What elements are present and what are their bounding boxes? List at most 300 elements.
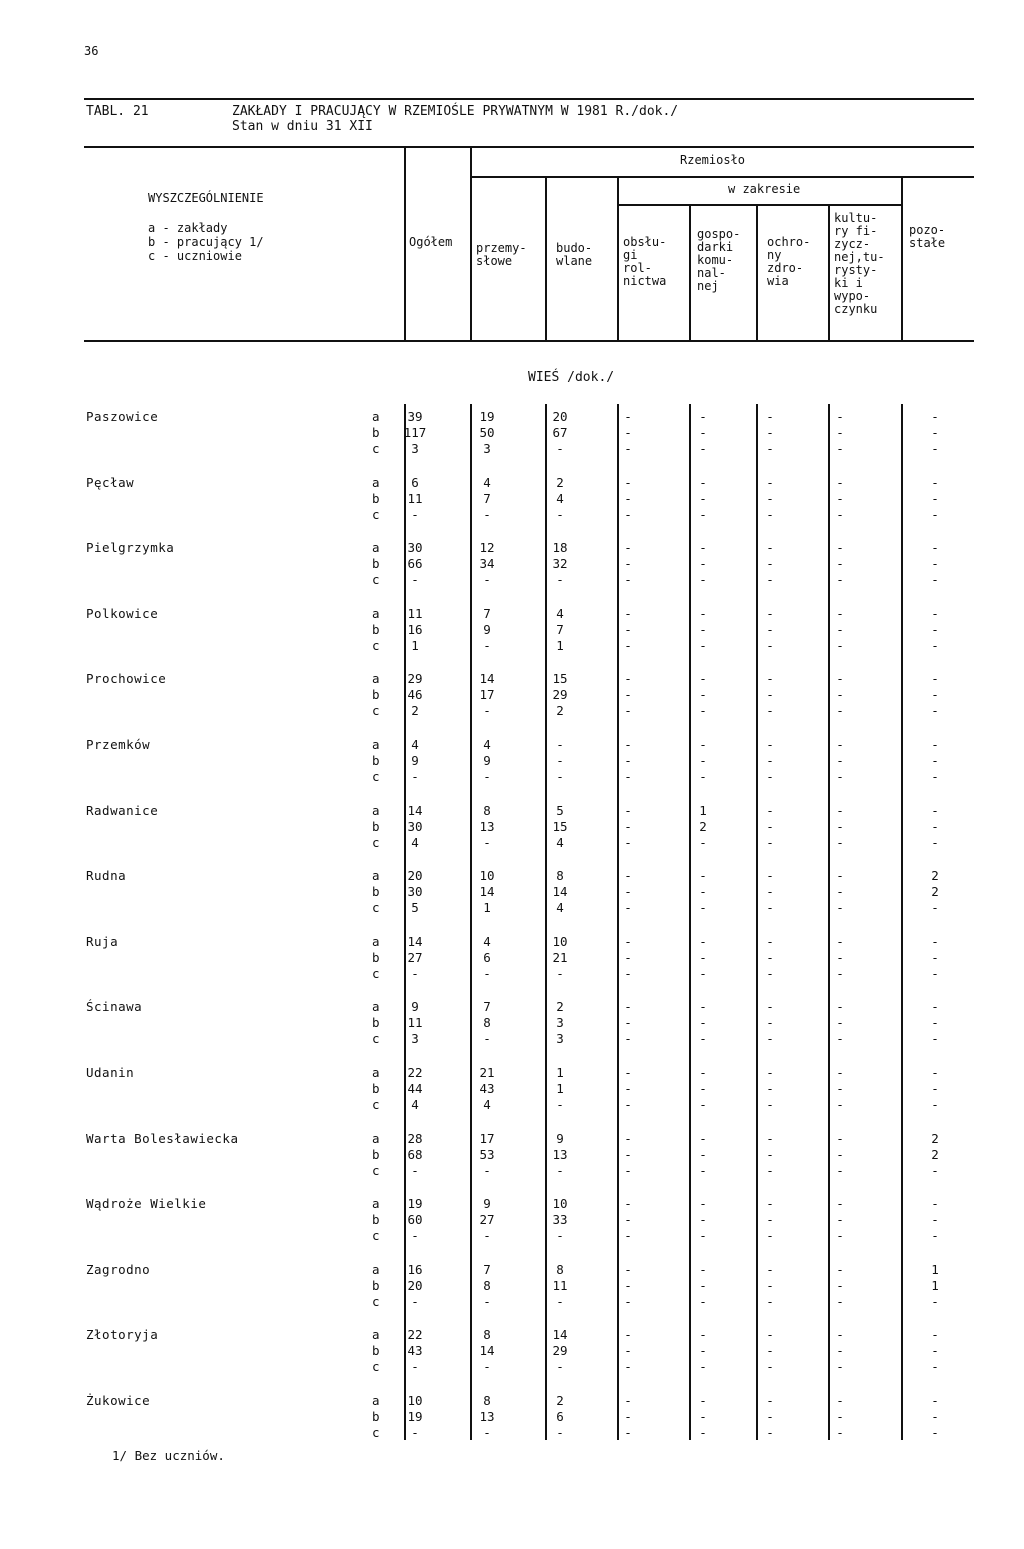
table-cell: 2 — [931, 1131, 939, 1146]
table-cell: - — [624, 999, 632, 1014]
table-cell: 11 — [407, 1015, 423, 1030]
table-cell: 2 — [931, 868, 939, 883]
table-cell: - — [483, 638, 491, 653]
table-cell: - — [624, 1359, 632, 1374]
table-cell: - — [624, 1212, 632, 1227]
row-letter-c: c — [372, 703, 380, 718]
table-cell: - — [699, 900, 707, 915]
table-cell: - — [624, 1393, 632, 1408]
table-cell: - — [766, 737, 774, 752]
table-cell: - — [766, 819, 774, 834]
table-cell: - — [766, 1278, 774, 1293]
table-cell: - — [483, 507, 491, 522]
legend-a: a - zakłady — [148, 221, 228, 235]
table-cell: - — [624, 441, 632, 456]
table-cell: - — [836, 671, 844, 686]
table-cell: - — [766, 409, 774, 424]
table-cell: - — [836, 1147, 844, 1162]
table-cell: - — [836, 441, 844, 456]
table-cell: 3 — [411, 1031, 419, 1046]
table-cell: 10 — [552, 1196, 568, 1211]
table-cell: - — [624, 1131, 632, 1146]
table-cell: - — [836, 638, 844, 653]
table-cell: 28 — [407, 1131, 423, 1146]
table-cell: - — [931, 687, 939, 702]
table-cell: - — [624, 507, 632, 522]
row-letter-c: c — [372, 1031, 380, 1046]
divider-przem — [545, 176, 547, 342]
row-label: Złotoryja — [86, 1327, 159, 1342]
divider-total — [470, 146, 472, 342]
table-cell: - — [931, 441, 939, 456]
table-cell: - — [766, 1294, 774, 1309]
table-cell: - — [931, 1015, 939, 1030]
table-cell: 4 — [483, 934, 491, 949]
table-cell: - — [836, 507, 844, 522]
table-cell: - — [836, 950, 844, 965]
table-cell: - — [556, 441, 564, 456]
row-letter-a: a — [372, 1327, 380, 1342]
table-cell: - — [766, 1425, 774, 1440]
table-cell: - — [836, 1359, 844, 1374]
row-letter-c: c — [372, 835, 380, 850]
row-letter-b: b — [372, 1343, 380, 1358]
table-cell: 1 — [483, 900, 491, 915]
table-cell: - — [931, 572, 939, 587]
row-letter-a: a — [372, 803, 380, 818]
table-cell: - — [931, 1031, 939, 1046]
table-cell: - — [411, 572, 419, 587]
table-cell: - — [836, 687, 844, 702]
table-cell: - — [766, 1196, 774, 1211]
col-gospodarki-header: gospo- darki komu- nal- nej — [697, 227, 741, 293]
table-cell: - — [766, 556, 774, 571]
table-cell: - — [766, 900, 774, 915]
table-cell: - — [483, 1294, 491, 1309]
table-cell: - — [483, 966, 491, 981]
table-cell: - — [624, 868, 632, 883]
table-cell: 14 — [552, 884, 568, 899]
divider-gosp — [756, 204, 758, 342]
table-cell: - — [624, 900, 632, 915]
table-cell: - — [931, 737, 939, 752]
divider-stub — [404, 146, 406, 342]
table-cell: - — [624, 1015, 632, 1030]
table-cell: 11 — [407, 491, 423, 506]
table-cell: - — [624, 425, 632, 440]
table-cell: 8 — [556, 1262, 564, 1277]
table-cell: - — [624, 622, 632, 637]
row-letter-a: a — [372, 1131, 380, 1146]
table-cell: - — [624, 1065, 632, 1080]
table-cell: - — [931, 409, 939, 424]
table-cell: - — [624, 819, 632, 834]
table-cell: - — [699, 1262, 707, 1277]
table-cell: 9 — [483, 1196, 491, 1211]
table-cell: - — [836, 1131, 844, 1146]
table-cell: 6 — [556, 1409, 564, 1424]
table-cell: 16 — [407, 1262, 423, 1277]
body-divider-8 — [901, 404, 903, 1440]
table-cell: - — [931, 475, 939, 490]
table-cell: - — [624, 540, 632, 555]
table-cell: - — [624, 1409, 632, 1424]
table-cell: - — [766, 999, 774, 1014]
zakres-rule — [617, 204, 901, 206]
table-cell: - — [931, 1163, 939, 1178]
table-cell: - — [556, 507, 564, 522]
col-przemyslowe-header: przemy- słowe — [476, 241, 527, 268]
table-cell: - — [556, 1228, 564, 1243]
table-cell: - — [766, 1065, 774, 1080]
table-cell: - — [624, 491, 632, 506]
table-cell: - — [699, 769, 707, 784]
table-cell: - — [483, 1163, 491, 1178]
table-cell: - — [931, 950, 939, 965]
table-cell: - — [624, 950, 632, 965]
table-cell: 3 — [556, 1015, 564, 1030]
table-cell: 4 — [483, 737, 491, 752]
table-cell: - — [836, 409, 844, 424]
table-cell: - — [836, 703, 844, 718]
table-cell: - — [624, 1262, 632, 1277]
table-cell: 10 — [552, 934, 568, 949]
table-cell: 14 — [407, 803, 423, 818]
table-cell: - — [624, 606, 632, 621]
table-cell: - — [931, 1196, 939, 1211]
table-cell: - — [931, 769, 939, 784]
table-cell: - — [699, 1015, 707, 1030]
table-cell: - — [624, 1163, 632, 1178]
table-cell: 8 — [483, 1278, 491, 1293]
table-cell: 8 — [556, 868, 564, 883]
row-label: Udanin — [86, 1065, 135, 1080]
table-cell: - — [624, 1196, 632, 1211]
table-cell: 1 — [931, 1262, 939, 1277]
row-letter-b: b — [372, 1147, 380, 1162]
table-label: TABL. 21 — [86, 104, 149, 119]
table-cell: - — [766, 622, 774, 637]
table-cell: - — [766, 572, 774, 587]
table-cell: 4 — [411, 835, 419, 850]
table-cell: - — [411, 1163, 419, 1178]
table-cell: - — [766, 803, 774, 818]
table-cell: - — [836, 425, 844, 440]
table-cell: - — [766, 1131, 774, 1146]
table-cell: 27 — [479, 1212, 495, 1227]
table-cell: - — [766, 687, 774, 702]
table-cell: - — [624, 1081, 632, 1096]
col-pozostale-header: pozo- stałe — [909, 223, 946, 250]
row-letter-c: c — [372, 1294, 380, 1309]
row-letter-c: c — [372, 1359, 380, 1374]
table-cell: - — [483, 1228, 491, 1243]
table-cell: - — [836, 475, 844, 490]
table-cell: 11 — [552, 1278, 568, 1293]
table-cell: - — [699, 1031, 707, 1046]
footnote: 1/ Bez uczniów. — [112, 1448, 225, 1463]
table-cell: - — [836, 1212, 844, 1227]
table-cell: - — [931, 1409, 939, 1424]
table-cell: - — [836, 1097, 844, 1112]
row-letter-b: b — [372, 819, 380, 834]
table-cell: 19 — [407, 1196, 423, 1211]
table-cell: - — [931, 966, 939, 981]
table-cell: 16 — [407, 622, 423, 637]
row-letter-c: c — [372, 900, 380, 915]
table-cell: - — [556, 1425, 564, 1440]
col-ochrony-header: ochro- ny zdro- wia — [767, 235, 811, 288]
table-cell: - — [624, 638, 632, 653]
table-cell: 20 — [407, 1278, 423, 1293]
table-cell: - — [931, 1327, 939, 1342]
col-kultury-header: kultu- ry fi- zycz- nej,tu- rysty- ki i wypo- czynku — [834, 211, 885, 316]
divider-kult — [901, 176, 903, 342]
table-cell: - — [931, 1343, 939, 1358]
table-cell: 15 — [552, 671, 568, 686]
table-cell: - — [699, 753, 707, 768]
table-cell: 53 — [479, 1147, 495, 1162]
table-cell: - — [699, 409, 707, 424]
table-cell: 1 — [556, 1065, 564, 1080]
table-cell: 3 — [411, 441, 419, 456]
table-cell: - — [624, 1147, 632, 1162]
table-cell: - — [699, 1212, 707, 1227]
table-cell: - — [699, 1131, 707, 1146]
table-cell: 7 — [483, 606, 491, 621]
table-cell: 6 — [483, 950, 491, 965]
table-cell: 29 — [552, 687, 568, 702]
table-cell: 66 — [407, 556, 423, 571]
row-letter-b: b — [372, 1278, 380, 1293]
table-cell: - — [483, 572, 491, 587]
table-cell: - — [766, 1359, 774, 1374]
table-cell: 11 — [407, 606, 423, 621]
table-cell: 14 — [479, 1343, 495, 1358]
page-number: 36 — [84, 44, 99, 58]
legend-b: b - pracujący 1/ — [148, 235, 264, 249]
table-cell: 17 — [479, 1131, 495, 1146]
table-cell: - — [931, 703, 939, 718]
table-cell: 4 — [556, 900, 564, 915]
row-letter-c: c — [372, 507, 380, 522]
row-letter-c: c — [372, 1228, 380, 1243]
table-cell: - — [931, 819, 939, 834]
row-label: Żukowice — [86, 1393, 151, 1408]
table-cell: 10 — [407, 1393, 423, 1408]
table-cell: - — [699, 1147, 707, 1162]
table-cell: - — [931, 900, 939, 915]
row-label: Wądroże Wielkie — [86, 1196, 207, 1211]
top-rule — [84, 98, 974, 100]
table-cell: - — [836, 1409, 844, 1424]
table-cell: 29 — [552, 1343, 568, 1358]
row-letter-b: b — [372, 687, 380, 702]
row-letter-a: a — [372, 868, 380, 883]
table-cell: - — [411, 769, 419, 784]
table-cell: 4 — [411, 1097, 419, 1112]
table-cell: - — [699, 671, 707, 686]
table-cell: - — [766, 1163, 774, 1178]
table-cell: 5 — [411, 900, 419, 915]
table-cell: - — [624, 769, 632, 784]
table-cell: 1 — [699, 803, 707, 818]
col-obslugi-header: obsłu- gi rol- nictwa — [623, 235, 667, 288]
table-cell: - — [766, 1327, 774, 1342]
table-cell: - — [699, 1294, 707, 1309]
table-cell: 8 — [483, 1327, 491, 1342]
table-cell: 7 — [556, 622, 564, 637]
table-cell: - — [624, 687, 632, 702]
divider-ochr — [828, 204, 830, 342]
group-header: Rzemiosło — [680, 153, 746, 167]
table-cell: - — [699, 1425, 707, 1440]
table-cell: - — [931, 1065, 939, 1080]
row-letter-a: a — [372, 475, 380, 490]
row-letter-c: c — [372, 966, 380, 981]
table-cell: - — [699, 1327, 707, 1342]
table-cell: - — [836, 1262, 844, 1277]
table-title: ZAKŁADY I PRACUJĄCY W RZEMIOŚLE PRYWATNYM W 1981 R./dok./ — [232, 104, 679, 119]
table-cell: 3 — [483, 441, 491, 456]
divider-obsl — [689, 204, 691, 342]
table-cell: - — [836, 868, 844, 883]
table-cell: - — [766, 638, 774, 653]
table-cell: 30 — [407, 540, 423, 555]
table-cell: - — [766, 1409, 774, 1424]
table-cell: - — [766, 1147, 774, 1162]
table-cell: - — [699, 1228, 707, 1243]
table-cell: 19 — [479, 409, 495, 424]
table-cell: - — [556, 753, 564, 768]
table-cell: 8 — [483, 1015, 491, 1030]
table-cell: - — [483, 769, 491, 784]
table-cell: - — [766, 1031, 774, 1046]
row-label: Paszowice — [86, 409, 159, 424]
table-cell: 2 — [556, 475, 564, 490]
table-cell: - — [699, 491, 707, 506]
table-cell: - — [624, 703, 632, 718]
table-cell: - — [624, 737, 632, 752]
row-letter-a: a — [372, 540, 380, 555]
table-cell: - — [699, 737, 707, 752]
table-cell: 33 — [552, 1212, 568, 1227]
table-cell: - — [836, 900, 844, 915]
table-cell: - — [699, 1409, 707, 1424]
table-cell: 1 — [556, 638, 564, 653]
table-cell: 3 — [556, 1031, 564, 1046]
table-cell: - — [411, 507, 419, 522]
table-cell: 68 — [407, 1147, 423, 1162]
table-cell: - — [931, 638, 939, 653]
table-cell: - — [836, 1015, 844, 1030]
table-cell: - — [766, 1393, 774, 1408]
table-cell: 1 — [556, 1081, 564, 1096]
table-cell: 4 — [556, 606, 564, 621]
table-cell: - — [836, 934, 844, 949]
table-cell: - — [699, 1097, 707, 1112]
table-cell: - — [699, 606, 707, 621]
table-cell: - — [931, 803, 939, 818]
table-cell: - — [556, 1163, 564, 1178]
table-cell: 14 — [479, 671, 495, 686]
table-cell: - — [836, 606, 844, 621]
row-label: Pielgrzymka — [86, 540, 175, 555]
table-cell: 13 — [479, 1409, 495, 1424]
table-cell: 7 — [483, 491, 491, 506]
table-cell: 50 — [479, 425, 495, 440]
table-cell: - — [931, 425, 939, 440]
row-letter-b: b — [372, 884, 380, 899]
table-cell: 1 — [411, 638, 419, 653]
row-letter-c: c — [372, 441, 380, 456]
row-letter-b: b — [372, 425, 380, 440]
table-cell: - — [766, 671, 774, 686]
table-cell: - — [836, 572, 844, 587]
table-cell: - — [931, 556, 939, 571]
table-cell: 13 — [479, 819, 495, 834]
table-cell: 14 — [552, 1327, 568, 1342]
row-letter-b: b — [372, 950, 380, 965]
table-cell: - — [624, 835, 632, 850]
row-label: Pęcław — [86, 475, 135, 490]
table-cell: - — [483, 1359, 491, 1374]
table-cell: - — [624, 1327, 632, 1342]
table-cell: - — [766, 1097, 774, 1112]
row-letter-c: c — [372, 572, 380, 587]
table-cell: - — [699, 999, 707, 1014]
table-cell: 43 — [479, 1081, 495, 1096]
table-cell: - — [931, 491, 939, 506]
row-label: Polkowice — [86, 606, 159, 621]
row-letter-b: b — [372, 556, 380, 571]
row-letter-a: a — [372, 1065, 380, 1080]
table-cell: - — [836, 1294, 844, 1309]
table-cell: - — [624, 884, 632, 899]
table-cell: - — [931, 1294, 939, 1309]
table-cell: - — [766, 868, 774, 883]
row-letter-b: b — [372, 753, 380, 768]
table-cell: - — [836, 1031, 844, 1046]
table-cell: - — [836, 819, 844, 834]
table-cell: 17 — [479, 687, 495, 702]
row-letter-b: b — [372, 491, 380, 506]
table-cell: - — [766, 441, 774, 456]
table-cell: - — [624, 1343, 632, 1358]
table-cell: - — [699, 441, 707, 456]
table-cell: 6 — [411, 475, 419, 490]
table-cell: - — [624, 1031, 632, 1046]
row-letter-b: b — [372, 1015, 380, 1030]
table-cell: 15 — [552, 819, 568, 834]
table-cell: - — [766, 606, 774, 621]
table-cell: 8 — [483, 803, 491, 818]
table-cell: - — [836, 1081, 844, 1096]
table-cell: - — [836, 835, 844, 850]
table-cell: - — [699, 507, 707, 522]
table-cell: - — [699, 556, 707, 571]
table-cell: - — [766, 491, 774, 506]
table-cell: - — [699, 1393, 707, 1408]
table-cell: - — [624, 475, 632, 490]
table-cell: - — [766, 884, 774, 899]
table-cell: 27 — [407, 950, 423, 965]
table-cell: - — [836, 769, 844, 784]
table-cell: - — [556, 737, 564, 752]
table-cell: 22 — [407, 1065, 423, 1080]
table-cell: - — [624, 671, 632, 686]
table-cell: 4 — [411, 737, 419, 752]
